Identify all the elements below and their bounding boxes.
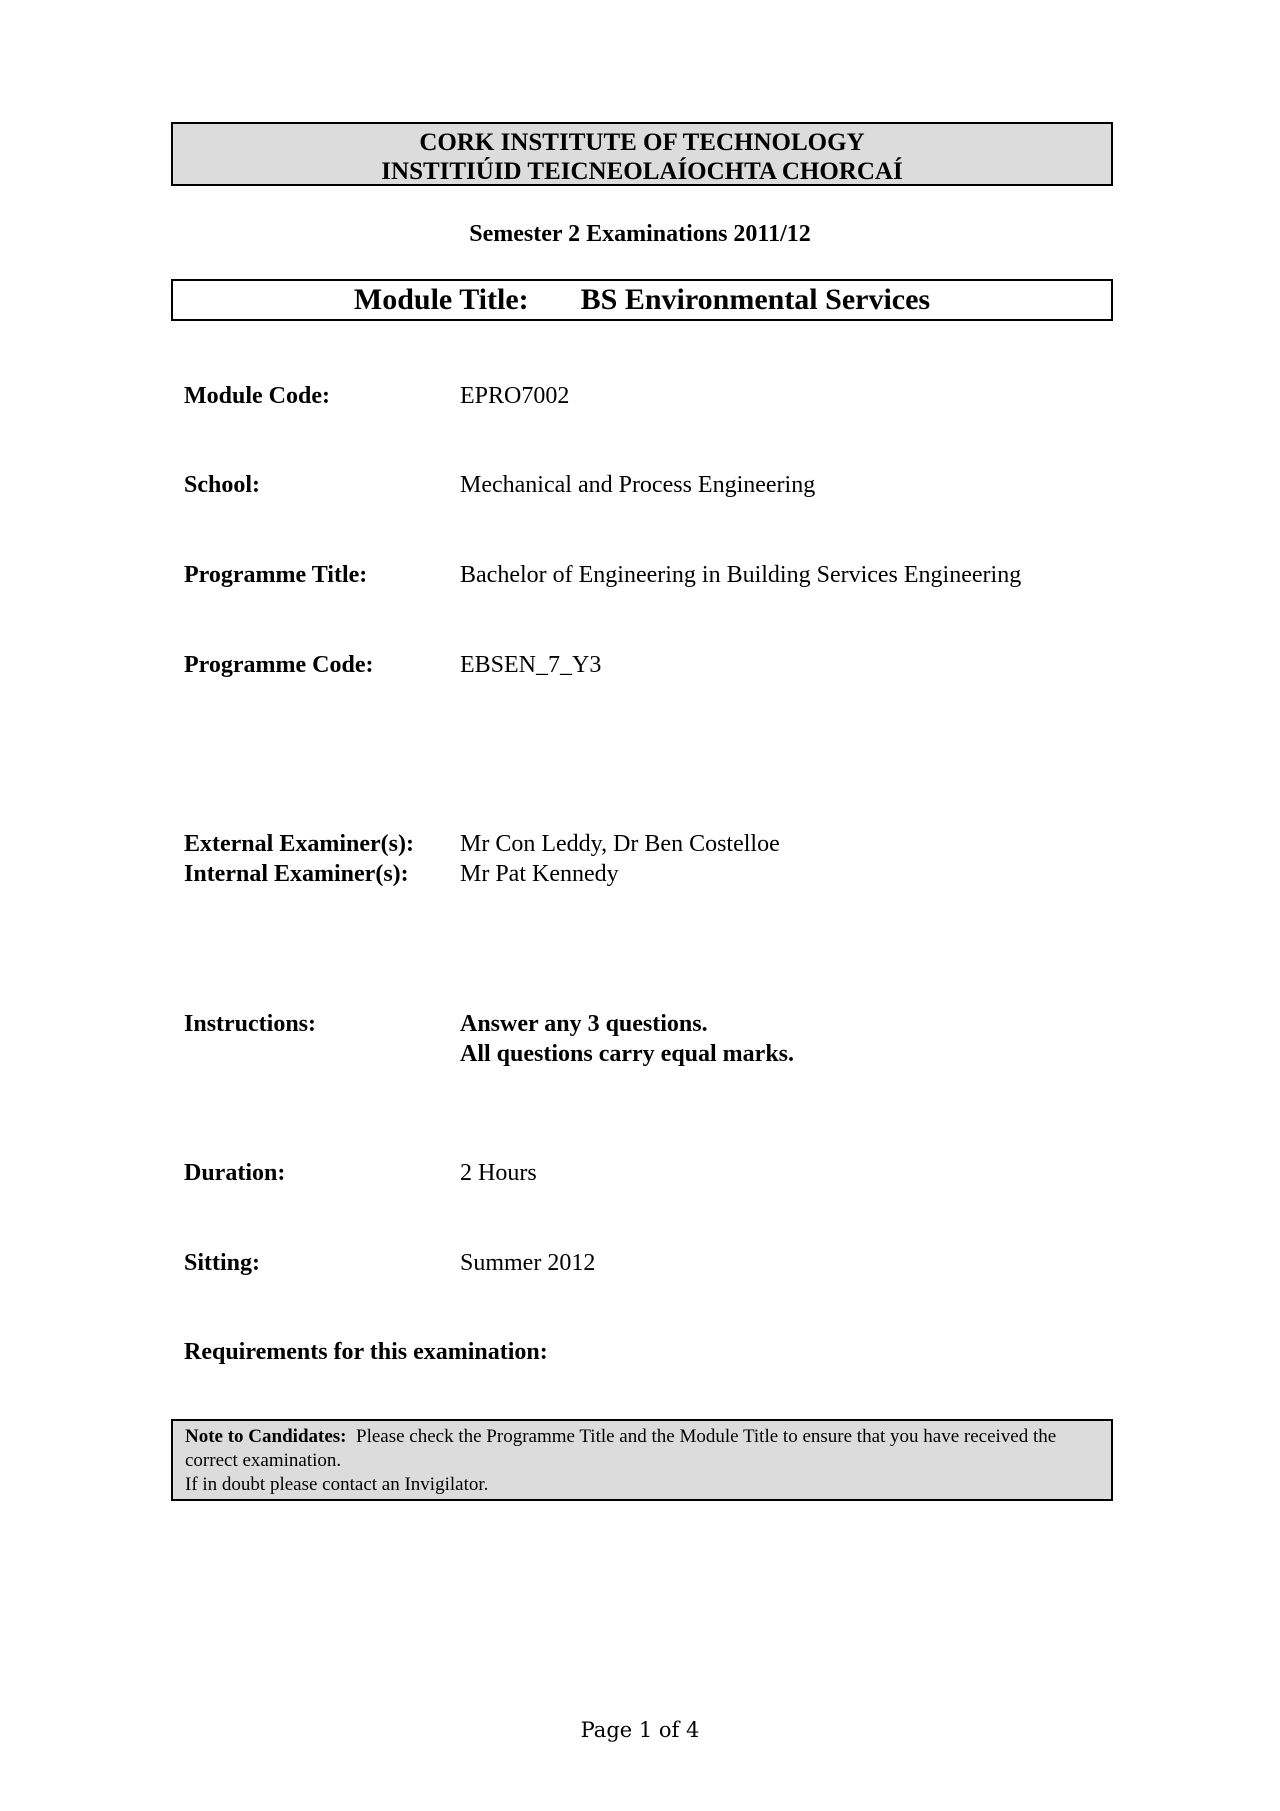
module-title-box: [171, 279, 1113, 321]
module-title-label: Module Title:: [353, 283, 529, 316]
external-examiners-value: Mr Con Leddy, Dr Ben Costelloe: [460, 831, 780, 857]
note-text: Please check the Programme Title and the Module Title to ensure that you have received the correct examination.: [185, 1426, 1057, 1471]
sitting-label: Sitting:: [184, 1250, 261, 1276]
page-number: Page 1 of 4: [580, 1718, 700, 1742]
sitting-value: Summer 2012: [460, 1250, 596, 1276]
external-examiners-label: External Examiner(s):: [184, 831, 414, 857]
institution-name-english: CORK INSTITUTE OF TECHNOLOGY: [419, 129, 865, 156]
programme-code-label: Programme Code:: [184, 652, 374, 678]
note-invigilator-text: If in doubt please contact an Invigilator.: [185, 1474, 489, 1495]
requirements-label: Requirements for this examination:: [184, 1339, 548, 1365]
institution-name-irish: INSTITIÚID TEICNEOLAÍOCHTA CHORCAÍ: [381, 158, 903, 185]
module-title-value: BS Environmental Services: [580, 283, 931, 316]
module-code-value: EPRO7002: [460, 383, 570, 409]
programme-title-label: Programme Title:: [184, 562, 368, 588]
duration-value: 2 Hours: [460, 1160, 537, 1186]
school-label: School:: [184, 472, 261, 498]
module-code-label: Module Code:: [184, 383, 330, 409]
note-label: Note to Candidates:: [185, 1426, 347, 1447]
note-to-candidates-box: [171, 1419, 1113, 1501]
instructions-label: Instructions:: [184, 1011, 317, 1037]
internal-examiners-value: Mr Pat Kennedy: [460, 861, 619, 887]
institution-header: [171, 122, 1113, 186]
school-value: Mechanical and Process Engineering: [460, 472, 816, 498]
programme-code-value: EBSEN_7_Y3: [460, 652, 602, 678]
instructions-line-2: All questions carry equal marks.: [460, 1041, 795, 1067]
internal-examiners-label: Internal Examiner(s):: [184, 861, 409, 887]
programme-title-value: Bachelor of Engineering in Building Services Engineering: [460, 562, 1022, 588]
duration-label: Duration:: [184, 1160, 286, 1186]
instructions-line-1: Answer any 3 questions.: [460, 1011, 708, 1037]
semester-heading: Semester 2 Examinations 2011/12: [469, 221, 811, 247]
